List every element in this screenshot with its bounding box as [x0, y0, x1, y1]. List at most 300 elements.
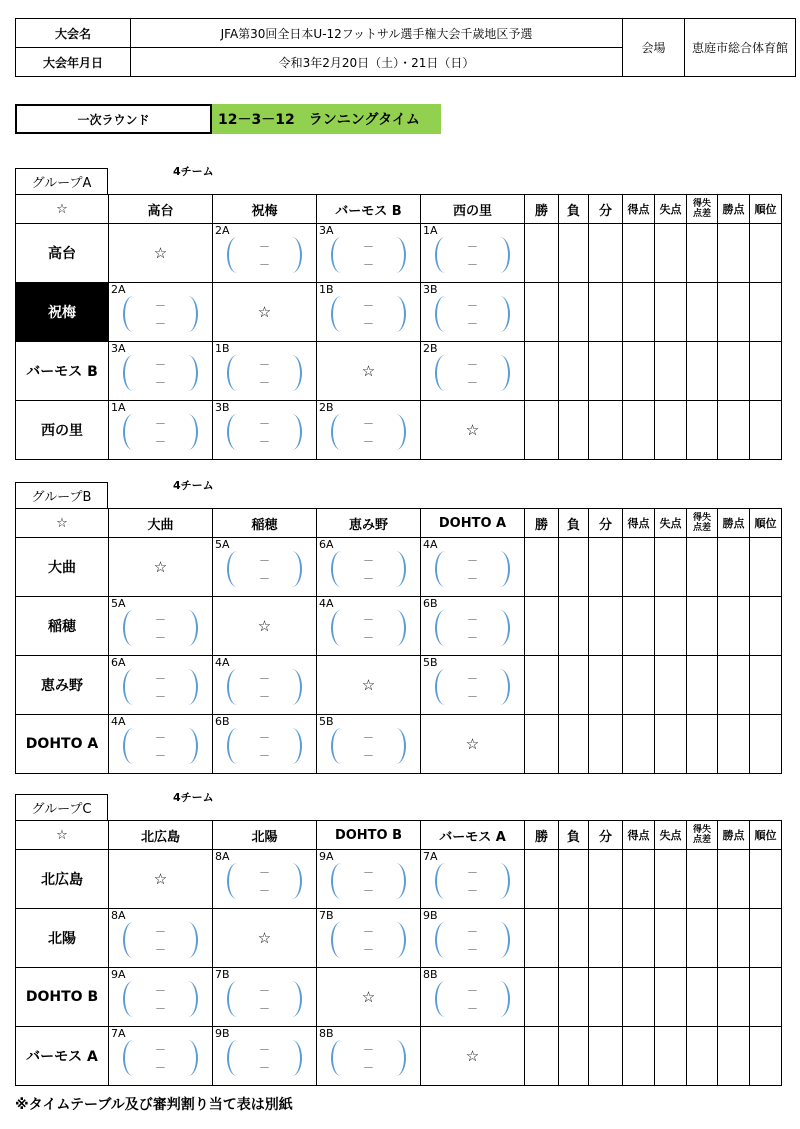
date-label: 大会年月日	[16, 48, 131, 77]
score-dash: －	[467, 630, 478, 644]
score-dash: －	[155, 983, 166, 997]
group-title: グループA	[15, 168, 108, 194]
stat-cell[interactable]	[718, 538, 750, 597]
score-dash: －	[259, 865, 270, 879]
score-dash: －	[259, 239, 270, 253]
stat-cell[interactable]	[525, 538, 559, 597]
match-cell[interactable]	[109, 401, 213, 460]
column-team: 西の里	[421, 195, 525, 224]
row-team: 北陽	[16, 909, 109, 968]
match-code: 8B	[423, 968, 438, 981]
stat-cell[interactable]	[655, 850, 687, 909]
score-dash: －	[259, 571, 270, 585]
match-code: 1A	[111, 401, 126, 414]
match-cell[interactable]	[421, 538, 525, 597]
stat-cell[interactable]	[687, 1027, 718, 1086]
match-code: 1A	[423, 224, 438, 237]
venue-label: 会場	[623, 19, 685, 77]
match-code: 9B	[423, 909, 438, 922]
match-cell[interactable]	[109, 968, 213, 1027]
match-cell[interactable]	[317, 538, 421, 597]
column-team: 高台	[109, 195, 213, 224]
score-dash: －	[467, 357, 478, 371]
table-row	[16, 715, 782, 774]
stat-cell[interactable]	[655, 597, 687, 656]
row-team: バーモス B	[16, 342, 109, 401]
stat-cell[interactable]	[718, 283, 750, 342]
match-code: 3B	[215, 401, 230, 414]
stat-cell[interactable]	[559, 1027, 589, 1086]
date-value: 令和3年2月20日（土）・21日（日）	[131, 48, 623, 77]
score-bracket	[331, 922, 406, 958]
column-team: 稲穂	[213, 509, 317, 538]
stat-cell[interactable]	[589, 715, 623, 774]
score-bracket	[227, 414, 302, 450]
score-bracket	[227, 728, 302, 764]
score-dash: －	[155, 689, 166, 703]
match-cell[interactable]	[213, 224, 317, 283]
stat-cell[interactable]	[623, 656, 655, 715]
match-cell[interactable]	[109, 597, 213, 656]
score-bracket	[331, 237, 406, 273]
stat-cell[interactable]	[750, 342, 782, 401]
score-dash: －	[467, 257, 478, 271]
stat-cell[interactable]	[623, 1027, 655, 1086]
score-dash: －	[363, 942, 374, 956]
stat-cell[interactable]	[525, 968, 559, 1027]
stat-cell[interactable]	[559, 715, 589, 774]
stat-cell[interactable]	[559, 283, 589, 342]
group-title: グループC	[15, 794, 108, 820]
stat-cell[interactable]	[687, 401, 718, 460]
score-bracket	[331, 1040, 406, 1076]
stat-cell[interactable]	[589, 909, 623, 968]
column-team: バーモス B	[317, 195, 421, 224]
table-row	[16, 538, 782, 597]
tournament-info-table	[15, 18, 796, 77]
group-grid	[15, 194, 782, 460]
stat-cell[interactable]	[655, 401, 687, 460]
score-dash: －	[155, 924, 166, 938]
match-cell[interactable]	[109, 283, 213, 342]
score-dash: －	[155, 1042, 166, 1056]
stat-cell[interactable]	[559, 401, 589, 460]
stat-cell[interactable]	[750, 968, 782, 1027]
footnote: ※タイムテーブル及び審判割り当て表は別紙	[15, 1097, 293, 1113]
match-cell[interactable]	[213, 968, 317, 1027]
stat-cell[interactable]	[525, 342, 559, 401]
stat-cell[interactable]	[718, 401, 750, 460]
stat-cell[interactable]	[559, 538, 589, 597]
score-dash: －	[467, 983, 478, 997]
stat-cell[interactable]	[718, 656, 750, 715]
stat-cell[interactable]	[750, 538, 782, 597]
self-match-star: ☆	[317, 342, 421, 401]
stat-cell[interactable]	[718, 224, 750, 283]
stat-cell[interactable]	[655, 968, 687, 1027]
round-label: 一次ラウンド	[15, 104, 212, 134]
stat-cell[interactable]	[623, 968, 655, 1027]
match-cell[interactable]	[421, 968, 525, 1027]
row-team: 恵み野	[16, 656, 109, 715]
tournament-name: JFA第30回全日本U-12フットサル選手権大会千歳地区予選	[131, 19, 623, 48]
stat-cell[interactable]	[589, 850, 623, 909]
score-dash: －	[467, 942, 478, 956]
row-team: 高台	[16, 224, 109, 283]
score-dash: －	[363, 553, 374, 567]
stat-cell[interactable]	[750, 850, 782, 909]
score-bracket	[227, 863, 302, 899]
self-match-star: ☆	[109, 850, 213, 909]
score-bracket	[435, 669, 510, 705]
score-dash: －	[467, 612, 478, 626]
score-bracket	[123, 728, 198, 764]
stat-cell[interactable]	[559, 968, 589, 1027]
score-dash: －	[155, 612, 166, 626]
score-bracket	[435, 355, 510, 391]
score-dash: －	[467, 924, 478, 938]
stat-cell[interactable]	[559, 224, 589, 283]
stat-cell[interactable]	[655, 224, 687, 283]
match-code: 4A	[423, 538, 438, 551]
stat-header: 失点	[655, 821, 687, 850]
match-cell[interactable]	[317, 1027, 421, 1086]
team-count: 4チーム	[173, 165, 214, 178]
score-dash: －	[467, 1001, 478, 1015]
score-bracket	[227, 1040, 302, 1076]
stat-cell[interactable]	[589, 538, 623, 597]
stat-cell[interactable]	[589, 656, 623, 715]
stat-header: 得失 点差	[687, 195, 718, 224]
match-cell[interactable]	[109, 656, 213, 715]
score-dash: －	[155, 316, 166, 330]
score-dash: －	[467, 298, 478, 312]
match-cell[interactable]	[421, 656, 525, 715]
stat-header: 分	[589, 195, 623, 224]
self-match-star: ☆	[421, 715, 525, 774]
stat-cell[interactable]	[750, 715, 782, 774]
score-dash: －	[363, 316, 374, 330]
match-cell[interactable]	[421, 342, 525, 401]
stat-header: 順位	[750, 195, 782, 224]
stat-header: 勝点	[718, 821, 750, 850]
match-cell[interactable]	[213, 401, 317, 460]
match-code: 4A	[319, 597, 334, 610]
match-cell[interactable]	[421, 224, 525, 283]
stat-cell[interactable]	[525, 597, 559, 656]
stat-cell[interactable]	[623, 597, 655, 656]
score-dash: －	[155, 748, 166, 762]
row-team: 稲穂	[16, 597, 109, 656]
stat-cell[interactable]	[623, 850, 655, 909]
score-dash: －	[363, 748, 374, 762]
match-code: 7B	[319, 909, 334, 922]
stat-cell[interactable]	[623, 283, 655, 342]
stat-cell[interactable]	[623, 342, 655, 401]
match-cell[interactable]	[213, 342, 317, 401]
venue-value: 恵庭市総合体育館	[685, 19, 796, 77]
stat-cell[interactable]	[559, 597, 589, 656]
stat-cell[interactable]	[687, 342, 718, 401]
match-cell[interactable]	[317, 401, 421, 460]
score-bracket	[123, 981, 198, 1017]
score-dash: －	[363, 865, 374, 879]
stat-cell[interactable]	[750, 401, 782, 460]
stat-cell[interactable]	[559, 342, 589, 401]
row-team: バーモス A	[16, 1027, 109, 1086]
table-row	[16, 1027, 782, 1086]
match-code: 3B	[423, 283, 438, 296]
score-dash: －	[467, 571, 478, 585]
score-bracket	[435, 981, 510, 1017]
match-cell[interactable]	[109, 715, 213, 774]
score-dash: －	[363, 416, 374, 430]
stat-cell[interactable]	[589, 401, 623, 460]
table-row	[16, 342, 782, 401]
match-cell[interactable]	[213, 1027, 317, 1086]
score-bracket	[331, 863, 406, 899]
score-dash: －	[155, 434, 166, 448]
stat-cell[interactable]	[525, 283, 559, 342]
stat-cell[interactable]	[623, 715, 655, 774]
stat-cell[interactable]	[687, 597, 718, 656]
stat-cell[interactable]	[559, 909, 589, 968]
match-cell[interactable]	[317, 224, 421, 283]
stat-cell[interactable]	[718, 597, 750, 656]
stat-header: 勝	[525, 821, 559, 850]
table-row	[16, 283, 782, 342]
self-match-star: ☆	[109, 538, 213, 597]
match-cell[interactable]	[317, 597, 421, 656]
table-row	[16, 597, 782, 656]
match-code: 2B	[319, 401, 334, 414]
score-bracket	[435, 296, 510, 332]
match-code: 4A	[215, 656, 230, 669]
match-cell[interactable]	[213, 850, 317, 909]
score-bracket	[123, 610, 198, 646]
group-title: グループB	[15, 482, 108, 508]
column-team: DOHTO B	[317, 821, 421, 850]
stat-header: 勝点	[718, 195, 750, 224]
stat-cell[interactable]	[623, 538, 655, 597]
stat-cell[interactable]	[589, 283, 623, 342]
score-dash: －	[467, 671, 478, 685]
self-match-star: ☆	[213, 597, 317, 656]
score-dash: －	[363, 730, 374, 744]
score-dash: －	[363, 298, 374, 312]
match-code: 1B	[215, 342, 230, 355]
score-dash: －	[363, 612, 374, 626]
match-code: 8A	[215, 850, 230, 863]
stat-header: 失点	[655, 509, 687, 538]
match-code: 7A	[423, 850, 438, 863]
match-code: 9A	[319, 850, 334, 863]
score-dash: －	[155, 942, 166, 956]
stat-cell[interactable]	[718, 968, 750, 1027]
stat-cell[interactable]	[687, 909, 718, 968]
stat-cell[interactable]	[750, 283, 782, 342]
stat-cell[interactable]	[655, 715, 687, 774]
match-cell[interactable]	[317, 850, 421, 909]
corner-star: ☆	[16, 821, 109, 850]
stat-cell[interactable]	[687, 656, 718, 715]
score-dash: －	[259, 1060, 270, 1074]
match-cell[interactable]	[109, 1027, 213, 1086]
score-bracket	[227, 669, 302, 705]
match-code: 5A	[111, 597, 126, 610]
stat-cell[interactable]	[589, 968, 623, 1027]
score-dash: －	[467, 239, 478, 253]
score-bracket	[227, 981, 302, 1017]
match-code: 6B	[423, 597, 438, 610]
score-bracket	[435, 863, 510, 899]
stat-cell[interactable]	[623, 909, 655, 968]
stat-header: 順位	[750, 509, 782, 538]
column-team: バーモス A	[421, 821, 525, 850]
stat-cell[interactable]	[750, 909, 782, 968]
score-dash: －	[259, 748, 270, 762]
stat-header: 分	[589, 509, 623, 538]
stat-cell[interactable]	[589, 597, 623, 656]
match-cell[interactable]	[317, 909, 421, 968]
match-code: 2A	[215, 224, 230, 237]
stat-cell[interactable]	[559, 850, 589, 909]
score-dash: －	[259, 983, 270, 997]
stat-cell[interactable]	[589, 1027, 623, 1086]
stat-cell[interactable]	[687, 283, 718, 342]
score-bracket	[331, 728, 406, 764]
score-dash: －	[363, 1042, 374, 1056]
stat-cell[interactable]	[687, 538, 718, 597]
column-team: 北陽	[213, 821, 317, 850]
match-cell[interactable]	[213, 715, 317, 774]
score-dash: －	[259, 553, 270, 567]
table-row	[16, 968, 782, 1027]
stat-header: 得失 点差	[687, 509, 718, 538]
score-dash: －	[155, 671, 166, 685]
stat-header: 得点	[623, 509, 655, 538]
stat-cell[interactable]	[655, 656, 687, 715]
stat-cell[interactable]	[687, 968, 718, 1027]
score-bracket	[331, 296, 406, 332]
stat-cell[interactable]	[718, 850, 750, 909]
table-row	[16, 850, 782, 909]
stat-cell[interactable]	[718, 1027, 750, 1086]
table-row	[16, 656, 782, 715]
score-dash: －	[155, 630, 166, 644]
stat-cell[interactable]	[750, 1027, 782, 1086]
score-dash: －	[363, 257, 374, 271]
stat-cell[interactable]	[655, 909, 687, 968]
stat-cell[interactable]	[718, 909, 750, 968]
self-match-star: ☆	[421, 1027, 525, 1086]
round-format-tag: 12－3－12 ランニングタイム	[212, 104, 441, 134]
stat-cell[interactable]	[687, 224, 718, 283]
match-code: 9A	[111, 968, 126, 981]
stat-cell[interactable]	[525, 656, 559, 715]
score-dash: －	[259, 671, 270, 685]
match-code: 6A	[319, 538, 334, 551]
row-team: 大曲	[16, 538, 109, 597]
stat-header: 失点	[655, 195, 687, 224]
match-code: 3A	[111, 342, 126, 355]
group-grid	[15, 508, 782, 774]
stat-cell[interactable]	[559, 656, 589, 715]
score-dash: －	[155, 730, 166, 744]
stat-header: 得失 点差	[687, 821, 718, 850]
stat-cell[interactable]	[525, 850, 559, 909]
score-dash: －	[363, 630, 374, 644]
score-dash: －	[363, 883, 374, 897]
stat-cell[interactable]	[589, 342, 623, 401]
match-code: 8B	[319, 1027, 334, 1040]
stat-header: 勝点	[718, 509, 750, 538]
stat-cell[interactable]	[750, 656, 782, 715]
stat-cell[interactable]	[655, 283, 687, 342]
stat-cell[interactable]	[655, 538, 687, 597]
column-team: 北広島	[109, 821, 213, 850]
match-cell[interactable]	[317, 715, 421, 774]
match-cell[interactable]	[109, 909, 213, 968]
score-dash: －	[363, 434, 374, 448]
stat-cell[interactable]	[655, 342, 687, 401]
stat-cell[interactable]	[718, 342, 750, 401]
stat-cell[interactable]	[525, 224, 559, 283]
match-code: 3A	[319, 224, 334, 237]
match-cell[interactable]	[317, 283, 421, 342]
stat-cell[interactable]	[750, 597, 782, 656]
match-cell[interactable]	[421, 283, 525, 342]
row-team: 北広島	[16, 850, 109, 909]
score-bracket	[435, 610, 510, 646]
row-team: DOHTO A	[16, 715, 109, 774]
group-grid	[15, 820, 782, 1086]
match-cell[interactable]	[421, 597, 525, 656]
match-code: 6B	[215, 715, 230, 728]
score-bracket	[123, 669, 198, 705]
stat-cell[interactable]	[525, 715, 559, 774]
stat-cell[interactable]	[589, 224, 623, 283]
column-team: 大曲	[109, 509, 213, 538]
match-cell[interactable]	[109, 342, 213, 401]
stat-cell[interactable]	[525, 1027, 559, 1086]
match-cell[interactable]	[213, 656, 317, 715]
match-cell[interactable]	[213, 538, 317, 597]
score-dash: －	[259, 434, 270, 448]
match-cell[interactable]	[421, 909, 525, 968]
score-bracket	[331, 551, 406, 587]
score-dash: －	[155, 1060, 166, 1074]
match-code: 1B	[319, 283, 334, 296]
table-row	[16, 224, 782, 283]
score-bracket	[123, 414, 198, 450]
stat-cell[interactable]	[718, 715, 750, 774]
stat-cell[interactable]	[525, 909, 559, 968]
stat-cell[interactable]	[750, 224, 782, 283]
stat-header: 分	[589, 821, 623, 850]
match-code: 7B	[215, 968, 230, 981]
stat-cell[interactable]	[525, 401, 559, 460]
score-dash: －	[363, 571, 374, 585]
score-dash: －	[467, 316, 478, 330]
stat-cell[interactable]	[687, 850, 718, 909]
score-dash: －	[467, 375, 478, 389]
stat-cell[interactable]	[655, 1027, 687, 1086]
stat-cell[interactable]	[623, 401, 655, 460]
stat-cell[interactable]	[687, 715, 718, 774]
stat-cell[interactable]	[623, 224, 655, 283]
match-cell[interactable]	[421, 850, 525, 909]
